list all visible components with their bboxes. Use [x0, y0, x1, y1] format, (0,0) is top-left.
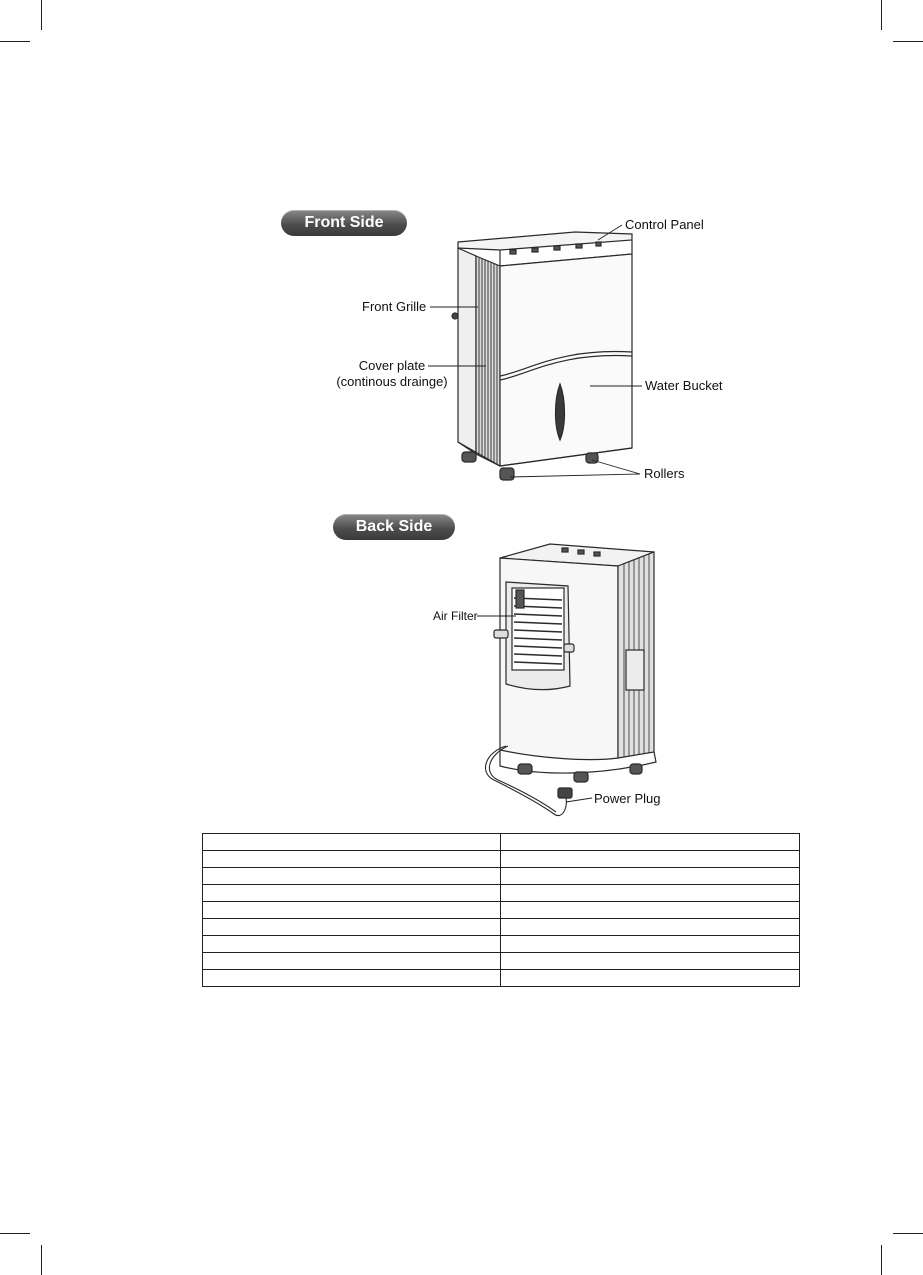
callout-control-panel: Control Panel: [625, 217, 704, 232]
table-row: [203, 919, 800, 936]
back-side-badge: Back Side: [333, 514, 455, 540]
back-leader-lines: [0, 500, 923, 820]
table-row: [203, 902, 800, 919]
table-row: [203, 851, 800, 868]
table-cell: [501, 970, 800, 987]
table-row: [203, 868, 800, 885]
table-row: [203, 834, 800, 851]
table-cell: [203, 970, 501, 987]
table-cell: [203, 868, 501, 885]
front-side-badge: Front Side: [281, 210, 407, 236]
table-cell: [501, 919, 800, 936]
table-cell: [501, 834, 800, 851]
table-cell: [501, 851, 800, 868]
table-row: [203, 953, 800, 970]
callout-water-bucket: Water Bucket: [645, 378, 723, 393]
table-cell: [501, 953, 800, 970]
table-row: [203, 885, 800, 902]
table-cell: [203, 919, 501, 936]
callout-cover-plate-note: (continous drainge): [336, 374, 448, 389]
callout-front-grille: Front Grille: [362, 299, 427, 314]
callout-rollers: Rollers: [644, 466, 685, 481]
table-cell: [501, 868, 800, 885]
table-cell: [501, 902, 800, 919]
table-cell: [203, 834, 501, 851]
table-cell: [501, 885, 800, 902]
callout-cover-plate: [332, 358, 452, 390]
spec-table: [202, 833, 800, 987]
table-row: [203, 970, 800, 987]
table-row: [203, 936, 800, 953]
table-cell: [203, 885, 501, 902]
table-cell: [203, 902, 501, 919]
table-cell: [501, 936, 800, 953]
callout-air-filter: Air Filter: [433, 609, 478, 623]
table-cell: [203, 936, 501, 953]
callout-power-plug: Power Plug: [594, 791, 661, 806]
front-leader-lines: [0, 0, 923, 520]
table-cell: [203, 953, 501, 970]
table-cell: [203, 851, 501, 868]
callout-cover-plate-title: Cover plate: [358, 358, 426, 373]
